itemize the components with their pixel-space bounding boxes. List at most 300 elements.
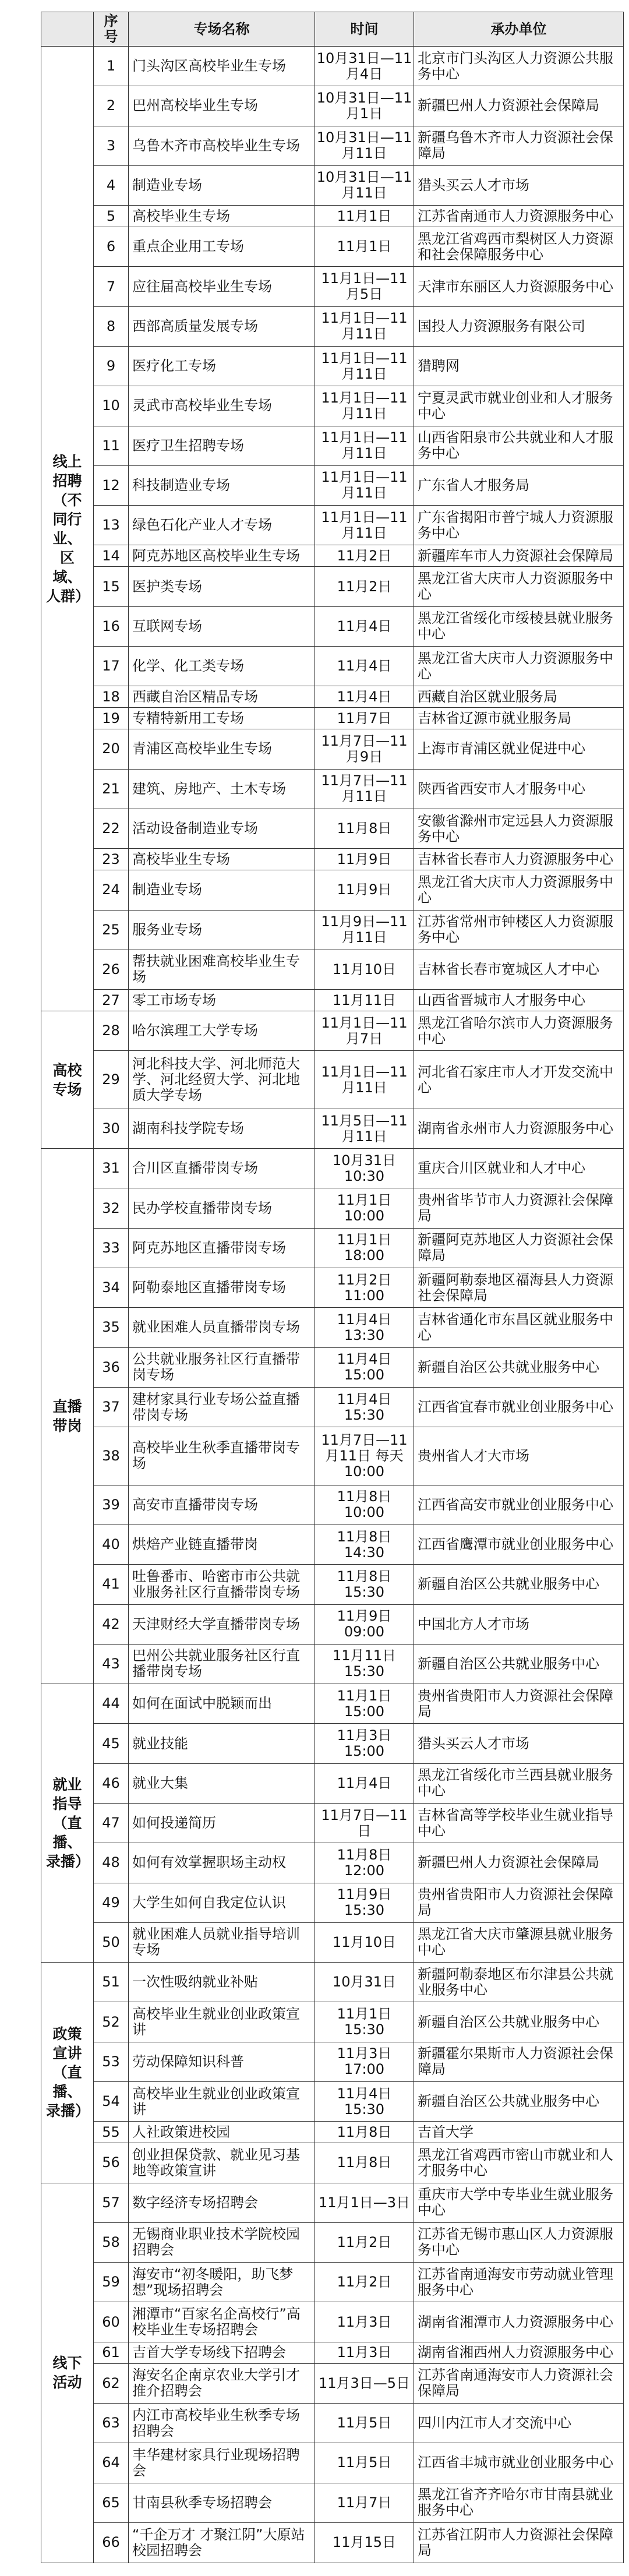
row-number: 57 bbox=[94, 2183, 129, 2222]
organizer: 黑龙江省大庆市肇源县就业服务中心 bbox=[414, 1922, 624, 1962]
organizer: 黑龙江省绥化市绥棱县就业服务中心 bbox=[414, 606, 624, 646]
session-name: 医护类专场 bbox=[129, 567, 315, 606]
session-time: 11月1日—11月11日 bbox=[315, 426, 414, 465]
session-name: 服务业专场 bbox=[129, 910, 315, 950]
session-time: 11月3日 bbox=[315, 2342, 414, 2363]
table-row bbox=[41, 1843, 624, 1883]
organizer: 新疆乌鲁木齐市人力资源社会保障局 bbox=[414, 126, 624, 165]
session-time: 11月1日—11月11日 bbox=[315, 465, 414, 505]
row-number: 55 bbox=[94, 2122, 129, 2143]
row-number: 14 bbox=[94, 545, 129, 567]
row-number: 39 bbox=[94, 1485, 129, 1525]
session-name: 巴州公共就业服务社区行直播带岗专场 bbox=[129, 1644, 315, 1684]
session-time: 11月8日 12:00 bbox=[315, 1843, 414, 1883]
table-row bbox=[41, 2403, 624, 2443]
session-name: 制造业专场 bbox=[129, 165, 315, 205]
session-time: 11月8日 15:30 bbox=[315, 1565, 414, 1604]
session-name: 医疗化工专场 bbox=[129, 347, 315, 386]
session-name: 烘焙产业链直播带岗 bbox=[129, 1525, 315, 1565]
session-time: 11月1日—11月11日 bbox=[315, 1051, 414, 1109]
table-row bbox=[41, 1228, 624, 1268]
session-name: 如何投递简历 bbox=[129, 1803, 315, 1843]
session-name: 一次性吸纳就业补贴 bbox=[129, 1963, 315, 2002]
organizer: 新疆自治区公共就业服务中心 bbox=[414, 1565, 624, 1604]
session-time: 11月8日 bbox=[315, 2122, 414, 2143]
organizer-header: 承办单位 bbox=[414, 12, 624, 47]
session-name: 哈尔滨理工大学专场 bbox=[129, 1011, 315, 1051]
session-name: 阿勒泰地区直播带岗专场 bbox=[129, 1268, 315, 1308]
row-number: 9 bbox=[94, 347, 129, 386]
session-time: 11月7日—11日 bbox=[315, 1803, 414, 1843]
row-number: 13 bbox=[94, 506, 129, 545]
row-number: 64 bbox=[94, 2443, 129, 2483]
session-time: 10月31日—11月4日 bbox=[315, 47, 414, 86]
row-number: 49 bbox=[94, 1883, 129, 1922]
session-name: 建筑、房地产、土木专场 bbox=[129, 769, 315, 809]
session-time: 11月11日 bbox=[315, 990, 414, 1011]
organizer: 湖南省永州市人力资源服务中心 bbox=[414, 1109, 624, 1148]
session-name: 青浦区高校毕业生专场 bbox=[129, 729, 315, 769]
category-cell: 直播带岗 bbox=[41, 1149, 94, 1684]
organizer: 新疆库车市人力资源社会保障局 bbox=[414, 545, 624, 567]
table-row bbox=[41, 849, 624, 870]
session-name: 合川区直播带岗专场 bbox=[129, 1149, 315, 1188]
table-row bbox=[41, 2522, 624, 2563]
session-time: 11月2日 11:00 bbox=[315, 1268, 414, 1308]
row-number: 23 bbox=[94, 849, 129, 870]
session-time: 11月7日 bbox=[315, 708, 414, 729]
table-row bbox=[41, 465, 624, 505]
row-number: 25 bbox=[94, 910, 129, 950]
session-time: 11月10日 bbox=[315, 1922, 414, 1962]
organizer: 山西省阳泉市公共就业和人才服务中心 bbox=[414, 426, 624, 465]
organizer: 新疆巴州人力资源社会保障局 bbox=[414, 1843, 624, 1883]
session-time: 11月5日—11月11日 bbox=[315, 1109, 414, 1148]
organizer: 吉林省通化市东昌区就业服务中心 bbox=[414, 1308, 624, 1347]
row-number: 37 bbox=[94, 1387, 129, 1427]
organizer: 中国北方人才市场 bbox=[414, 1604, 624, 1644]
table-row bbox=[41, 708, 624, 729]
session-name: 民办学校直播带岗专场 bbox=[129, 1188, 315, 1228]
organizer: 宁夏灵武市就业创业和人才服务中心 bbox=[414, 386, 624, 426]
organizer: 贵州省人才大市场 bbox=[414, 1427, 624, 1485]
organizer: 黑龙江省大庆市人力资源服务中心 bbox=[414, 647, 624, 686]
category-cell: 就业指导（直播、录播） bbox=[41, 1684, 94, 1963]
session-time: 11月1日 15:00 bbox=[315, 1684, 414, 1724]
session-name: 乌鲁木齐市高校毕业生专场 bbox=[129, 126, 315, 165]
row-number: 1 bbox=[94, 47, 129, 86]
organizer: 黑龙江省绥化市兰西县就业服务中心 bbox=[414, 1763, 624, 1803]
session-time: 11月2日 bbox=[315, 545, 414, 567]
organizer: 国投人力资源服务有限公司 bbox=[414, 306, 624, 346]
table-row bbox=[41, 386, 624, 426]
session-time: 11月5日 bbox=[315, 2443, 414, 2483]
table-row bbox=[41, 567, 624, 606]
session-name: 高校毕业生专场 bbox=[129, 206, 315, 227]
table-row bbox=[41, 910, 624, 950]
session-name: 制造业专场 bbox=[129, 870, 315, 910]
table-row bbox=[41, 1684, 624, 1724]
session-time: 11月4日 15:30 bbox=[315, 2081, 414, 2121]
session-name: 吉首大学专场线下招聘会 bbox=[129, 2342, 315, 2363]
row-number: 62 bbox=[94, 2363, 129, 2403]
time-header: 时间 bbox=[315, 12, 414, 47]
organizer: 四川内江市人才交流中心 bbox=[414, 2403, 624, 2443]
session-time: 11月8日 10:00 bbox=[315, 1485, 414, 1525]
session-name: 建材家具行业专场公益直播带岗专场 bbox=[129, 1387, 315, 1427]
row-number: 36 bbox=[94, 1347, 129, 1387]
row-number: 46 bbox=[94, 1763, 129, 1803]
row-number: 3 bbox=[94, 126, 129, 165]
organizer: 黑龙江省齐齐哈尔市甘南县就业服务中心 bbox=[414, 2483, 624, 2522]
session-time: 11月4日 15:00 bbox=[315, 1347, 414, 1387]
table-row bbox=[41, 2081, 624, 2121]
session-time: 11月5日 bbox=[315, 2403, 414, 2443]
session-name: 互联网专场 bbox=[129, 606, 315, 646]
organizer: 江苏省江阴市人力资源社会保障局 bbox=[414, 2522, 624, 2563]
session-name: 阿克苏地区高校毕业生专场 bbox=[129, 545, 315, 567]
row-number: 48 bbox=[94, 1843, 129, 1883]
table-row bbox=[41, 2143, 624, 2183]
row-number: 65 bbox=[94, 2483, 129, 2522]
table-row bbox=[41, 1387, 624, 1427]
row-number: 11 bbox=[94, 426, 129, 465]
table-row bbox=[41, 1963, 624, 2002]
table-row bbox=[41, 769, 624, 809]
session-name: 就业大集 bbox=[129, 1763, 315, 1803]
session-name: 吐鲁番市、哈密市市公共就业服务社区行直播带岗专场 bbox=[129, 1565, 315, 1604]
session-name: 应往届高校毕业生专场 bbox=[129, 267, 315, 306]
organizer: 江西省宜春市就业创业服务中心 bbox=[414, 1387, 624, 1427]
activity-schedule-document bbox=[41, 12, 623, 2563]
organizer: 新疆自治区公共就业服务中心 bbox=[414, 1347, 624, 1387]
table-row bbox=[41, 1604, 624, 1644]
table-row bbox=[41, 1011, 624, 1051]
session-time: 11月7日—11月11日 每天 10:00 bbox=[315, 1427, 414, 1485]
category-cell: 高校专场 bbox=[41, 1011, 94, 1149]
organizer: 江苏省南通市人力资源服务中心 bbox=[414, 206, 624, 227]
session-time: 11月4日 13:30 bbox=[315, 1308, 414, 1347]
session-time: 11月8日 bbox=[315, 2143, 414, 2183]
table-row bbox=[41, 2302, 624, 2342]
row-number: 59 bbox=[94, 2263, 129, 2302]
table-row bbox=[41, 1644, 624, 1684]
session-time: 11月4日 bbox=[315, 606, 414, 646]
session-name: 专精特新用工专场 bbox=[129, 708, 315, 729]
table-row bbox=[41, 870, 624, 910]
session-time: 11月2日 bbox=[315, 2222, 414, 2262]
row-number: 26 bbox=[94, 950, 129, 989]
row-number: 15 bbox=[94, 567, 129, 606]
organizer: 新疆霍尔果斯市人力资源社会保障局 bbox=[414, 2042, 624, 2081]
session-name: 零工市场专场 bbox=[129, 990, 315, 1011]
row-number: 21 bbox=[94, 769, 129, 809]
row-number: 42 bbox=[94, 1604, 129, 1644]
table-row bbox=[41, 1188, 624, 1228]
organizer: 山西省晋城市人才服务中心 bbox=[414, 990, 624, 1011]
organizer: 上海市青浦区就业促进中心 bbox=[414, 729, 624, 769]
session-name: 如何在面试中脱颖而出 bbox=[129, 1684, 315, 1724]
session-name: 就业困难人员直播带岗专场 bbox=[129, 1308, 315, 1347]
organizer: 江苏省南通海安市劳动就业管理服务中心 bbox=[414, 2263, 624, 2302]
row-number: 24 bbox=[94, 870, 129, 910]
session-time: 11月1日 15:30 bbox=[315, 2002, 414, 2042]
session-time: 11月1日—11月11日 bbox=[315, 506, 414, 545]
table-row bbox=[41, 227, 624, 267]
row-number: 32 bbox=[94, 1188, 129, 1228]
session-time: 11月4日 bbox=[315, 1763, 414, 1803]
category-cell: 线上招聘（不同行业、区域、人群） bbox=[41, 47, 94, 1011]
session-name: 医疗卫生招聘专场 bbox=[129, 426, 315, 465]
session-name: 无锡商业职业技术学院校园招聘会 bbox=[129, 2222, 315, 2262]
row-number: 2 bbox=[94, 86, 129, 126]
organizer: 吉林省长春市人力资源服务中心 bbox=[414, 849, 624, 870]
table-row bbox=[41, 990, 624, 1011]
session-name: 重点企业用工专场 bbox=[129, 227, 315, 267]
table-row bbox=[41, 1565, 624, 1604]
number-header: 序号 bbox=[94, 12, 129, 47]
session-time: 11月7日—11月9日 bbox=[315, 729, 414, 769]
session-name: 创业担保贷款、就业见习基地等政策宣讲 bbox=[129, 2143, 315, 2183]
table-row bbox=[41, 1803, 624, 1843]
organizer: 吉林省高等学校毕业生就业指导中心 bbox=[414, 1803, 624, 1843]
session-time: 11月11日 15:30 bbox=[315, 1644, 414, 1684]
session-time: 11月2日 bbox=[315, 567, 414, 606]
table-row bbox=[41, 1308, 624, 1347]
row-number: 50 bbox=[94, 1922, 129, 1962]
organizer: 江苏省无锡市惠山区人力资源服务中心 bbox=[414, 2222, 624, 2262]
session-name: 劳动保障知识科普 bbox=[129, 2042, 315, 2081]
table-row bbox=[41, 729, 624, 769]
table-row bbox=[41, 1525, 624, 1565]
session-time: 11月4日 bbox=[315, 647, 414, 686]
organizer: 江苏省常州市钟楼区人力资源服务中心 bbox=[414, 910, 624, 950]
table-row bbox=[41, 1051, 624, 1109]
row-number: 53 bbox=[94, 2042, 129, 2081]
table-body bbox=[41, 47, 624, 2563]
table-row bbox=[41, 2002, 624, 2042]
session-time: 11月3日 15:00 bbox=[315, 1724, 414, 1763]
session-time: 11月3日 17:00 bbox=[315, 2042, 414, 2081]
session-time: 11月1日—11月11日 bbox=[315, 386, 414, 426]
session-name: 绿色石化产业人才专场 bbox=[129, 506, 315, 545]
session-name: 科技制造业专场 bbox=[129, 465, 315, 505]
organizer: 贵州省贵阳市人力资源社会保障局 bbox=[414, 1684, 624, 1724]
session-time: 11月2日 bbox=[315, 2263, 414, 2302]
table-row bbox=[41, 1347, 624, 1387]
row-number: 51 bbox=[94, 1963, 129, 2002]
table-row bbox=[41, 545, 624, 567]
row-number: 47 bbox=[94, 1803, 129, 1843]
organizer: 猎头买云人才市场 bbox=[414, 1724, 624, 1763]
row-number: 40 bbox=[94, 1525, 129, 1565]
session-name: 门头沟区高校毕业生专场 bbox=[129, 47, 315, 86]
table-header-row bbox=[41, 12, 624, 47]
session-name: 海安市“初冬暖阳，助飞梦想”现场招聘会 bbox=[129, 2263, 315, 2302]
session-time: 11月1日—11月11日 bbox=[315, 347, 414, 386]
session-name: 高校毕业生秋季直播带岗专场 bbox=[129, 1427, 315, 1485]
session-time: 11月3日 bbox=[315, 2302, 414, 2342]
session-time: 11月9日 bbox=[315, 849, 414, 870]
table-row bbox=[41, 1763, 624, 1803]
organizer: 新疆巴州人力资源社会保障局 bbox=[414, 86, 624, 126]
organizer: 安徽省滁州市定远县人力资源服务中心 bbox=[414, 809, 624, 848]
table-row bbox=[41, 686, 624, 708]
session-name: 灵武市高校毕业生专场 bbox=[129, 386, 315, 426]
table-row bbox=[41, 267, 624, 306]
organizer: 吉首大学 bbox=[414, 2122, 624, 2143]
session-time: 10月31日 10:30 bbox=[315, 1149, 414, 1188]
session-time: 11月8日 14:30 bbox=[315, 1525, 414, 1565]
row-number: 63 bbox=[94, 2403, 129, 2443]
table-row bbox=[41, 86, 624, 126]
session-time: 11月8日 bbox=[315, 809, 414, 848]
session-name: 如何有效掌握职场主动权 bbox=[129, 1843, 315, 1883]
table-row bbox=[41, 809, 624, 848]
session-name: 高校毕业生专场 bbox=[129, 849, 315, 870]
organizer: 北京市门头沟区人力资源公共服务中心 bbox=[414, 47, 624, 86]
table-row bbox=[41, 165, 624, 205]
row-number: 16 bbox=[94, 606, 129, 646]
category-cell: 政策宣讲（直播、录播） bbox=[41, 1963, 94, 2183]
table-row bbox=[41, 1149, 624, 1188]
row-number: 17 bbox=[94, 647, 129, 686]
row-number: 56 bbox=[94, 2143, 129, 2183]
organizer: 新疆阿克苏地区人力资源社会保障局 bbox=[414, 1228, 624, 1268]
session-name: 丰华建材家具行业现场招聘会 bbox=[129, 2443, 315, 2483]
session-name: 内江市高校毕业生秋季专场招聘会 bbox=[129, 2403, 315, 2443]
session-time: 11月9日—11月11日 bbox=[315, 910, 414, 950]
row-number: 28 bbox=[94, 1011, 129, 1051]
session-time: 11月7日 bbox=[315, 2483, 414, 2522]
table-row bbox=[41, 306, 624, 346]
table-row bbox=[41, 606, 624, 646]
session-time: 11月1日 bbox=[315, 227, 414, 267]
row-number: 61 bbox=[94, 2342, 129, 2363]
table-row bbox=[41, 1109, 624, 1148]
session-name: 高校毕业生就业创业政策宣讲 bbox=[129, 2081, 315, 2121]
row-number: 4 bbox=[94, 165, 129, 205]
row-number: 44 bbox=[94, 1684, 129, 1724]
organizer: 天津市东丽区人力资源服务中心 bbox=[414, 267, 624, 306]
row-number: 27 bbox=[94, 990, 129, 1011]
session-name: 巴州高校毕业生专场 bbox=[129, 86, 315, 126]
session-time: 11月1日—3日 bbox=[315, 2183, 414, 2222]
row-number: 5 bbox=[94, 206, 129, 227]
row-number: 20 bbox=[94, 729, 129, 769]
session-name: 就业困难人员就业指导培训专场 bbox=[129, 1922, 315, 1962]
row-number: 8 bbox=[94, 306, 129, 346]
organizer: 新疆自治区公共就业服务中心 bbox=[414, 2002, 624, 2042]
table-row bbox=[41, 506, 624, 545]
organizer: 广东省揭阳市普宁城人力资源服务中心 bbox=[414, 506, 624, 545]
session-time: 10月31日—11月11日 bbox=[315, 126, 414, 165]
organizer: 黑龙江省鸡西市梨树区人力资源和社会保障服务中心 bbox=[414, 227, 624, 267]
session-name: 天津财经大学直播带岗专场 bbox=[129, 1604, 315, 1644]
organizer: 江西省高安市就业创业服务中心 bbox=[414, 1485, 624, 1525]
table-row bbox=[41, 2363, 624, 2403]
session-time: 11月15日 bbox=[315, 2522, 414, 2563]
organizer: 重庆合川区就业和人才中心 bbox=[414, 1149, 624, 1188]
session-time: 11月9日 15:30 bbox=[315, 1883, 414, 1922]
table-row bbox=[41, 2183, 624, 2222]
organizer: 西藏自治区就业服务局 bbox=[414, 686, 624, 708]
session-time: 11月7日—11月11日 bbox=[315, 769, 414, 809]
session-time: 10月31日—11月1日 bbox=[315, 86, 414, 126]
session-name: 数字经济专场招聘会 bbox=[129, 2183, 315, 2222]
organizer: 贵州省贵阳市人力资源社会保障局 bbox=[414, 1883, 624, 1922]
session-name: 高安市直播带岗专场 bbox=[129, 1485, 315, 1525]
row-number: 60 bbox=[94, 2302, 129, 2342]
row-number: 30 bbox=[94, 1109, 129, 1148]
session-name: 湖南科技学院专场 bbox=[129, 1109, 315, 1148]
organizer: 吉林省长春市宽城区人才中心 bbox=[414, 950, 624, 989]
session-name: 西藏自治区精品专场 bbox=[129, 686, 315, 708]
organizer: 黑龙江省鸡西市密山市就业和人才服务中心 bbox=[414, 2143, 624, 2183]
table-row bbox=[41, 1485, 624, 1525]
row-number: 41 bbox=[94, 1565, 129, 1604]
table-row bbox=[41, 347, 624, 386]
organizer: 湖南省湘潭市人力资源服务中心 bbox=[414, 2302, 624, 2342]
session-time: 11月1日 10:00 bbox=[315, 1188, 414, 1228]
organizer: 重庆市大学中专毕业生就业服务中心 bbox=[414, 2183, 624, 2222]
organizer: 陕西省西安市人才服务中心 bbox=[414, 769, 624, 809]
session-time: 11月9日 09:00 bbox=[315, 1604, 414, 1644]
session-time: 11月4日 15:30 bbox=[315, 1387, 414, 1427]
session-time: 11月4日 bbox=[315, 686, 414, 708]
row-number: 54 bbox=[94, 2081, 129, 2121]
organizer: 新疆阿勒泰地区布尔津县公共就业服务中心 bbox=[414, 1963, 624, 2002]
organizer: 新疆阿勒泰地区福海县人力资源社会保障局 bbox=[414, 1268, 624, 1308]
organizer: 广东省人才服务局 bbox=[414, 465, 624, 505]
table-row bbox=[41, 2263, 624, 2302]
table-row bbox=[41, 426, 624, 465]
organizer: 河北省石家庄市人才开发交流中心 bbox=[414, 1051, 624, 1109]
organizer: 江西省丰城市就业创业服务中心 bbox=[414, 2443, 624, 2483]
table-row bbox=[41, 1268, 624, 1308]
session-time: 11月10日 bbox=[315, 950, 414, 989]
table-row bbox=[41, 2443, 624, 2483]
organizer: 湖南省湘西州人力资源服务中心 bbox=[414, 2342, 624, 2363]
row-number: 33 bbox=[94, 1228, 129, 1268]
table-row bbox=[41, 950, 624, 989]
session-name: 高校毕业生就业创业政策宣讲 bbox=[129, 2002, 315, 2042]
organizer: 新疆自治区公共就业服务中心 bbox=[414, 2081, 624, 2121]
row-number: 7 bbox=[94, 267, 129, 306]
session-name: 西部高质量发展专场 bbox=[129, 306, 315, 346]
row-number: 34 bbox=[94, 1268, 129, 1308]
session-time: 11月1日—11月11日 bbox=[315, 306, 414, 346]
session-time: 11月1日 bbox=[315, 206, 414, 227]
session-name-header: 专场名称 bbox=[129, 12, 315, 47]
table-row bbox=[41, 1883, 624, 1922]
table-row bbox=[41, 2042, 624, 2081]
organizer: 猎聘网 bbox=[414, 347, 624, 386]
row-number: 29 bbox=[94, 1051, 129, 1109]
session-time: 10月31日 bbox=[315, 1963, 414, 2002]
session-name: 化学、化工类专场 bbox=[129, 647, 315, 686]
session-name: 帮扶就业困难高校毕业生专场 bbox=[129, 950, 315, 989]
row-number: 31 bbox=[94, 1149, 129, 1188]
row-number: 22 bbox=[94, 809, 129, 848]
session-time: 11月1日—11月5日 bbox=[315, 267, 414, 306]
session-time: 11月1日 18:00 bbox=[315, 1228, 414, 1268]
row-number: 43 bbox=[94, 1644, 129, 1684]
row-number: 38 bbox=[94, 1427, 129, 1485]
session-time: 11月3日—5日 bbox=[315, 2363, 414, 2403]
table-row bbox=[41, 47, 624, 86]
session-name: 公共就业服务社区行直播带岗专场 bbox=[129, 1347, 315, 1387]
